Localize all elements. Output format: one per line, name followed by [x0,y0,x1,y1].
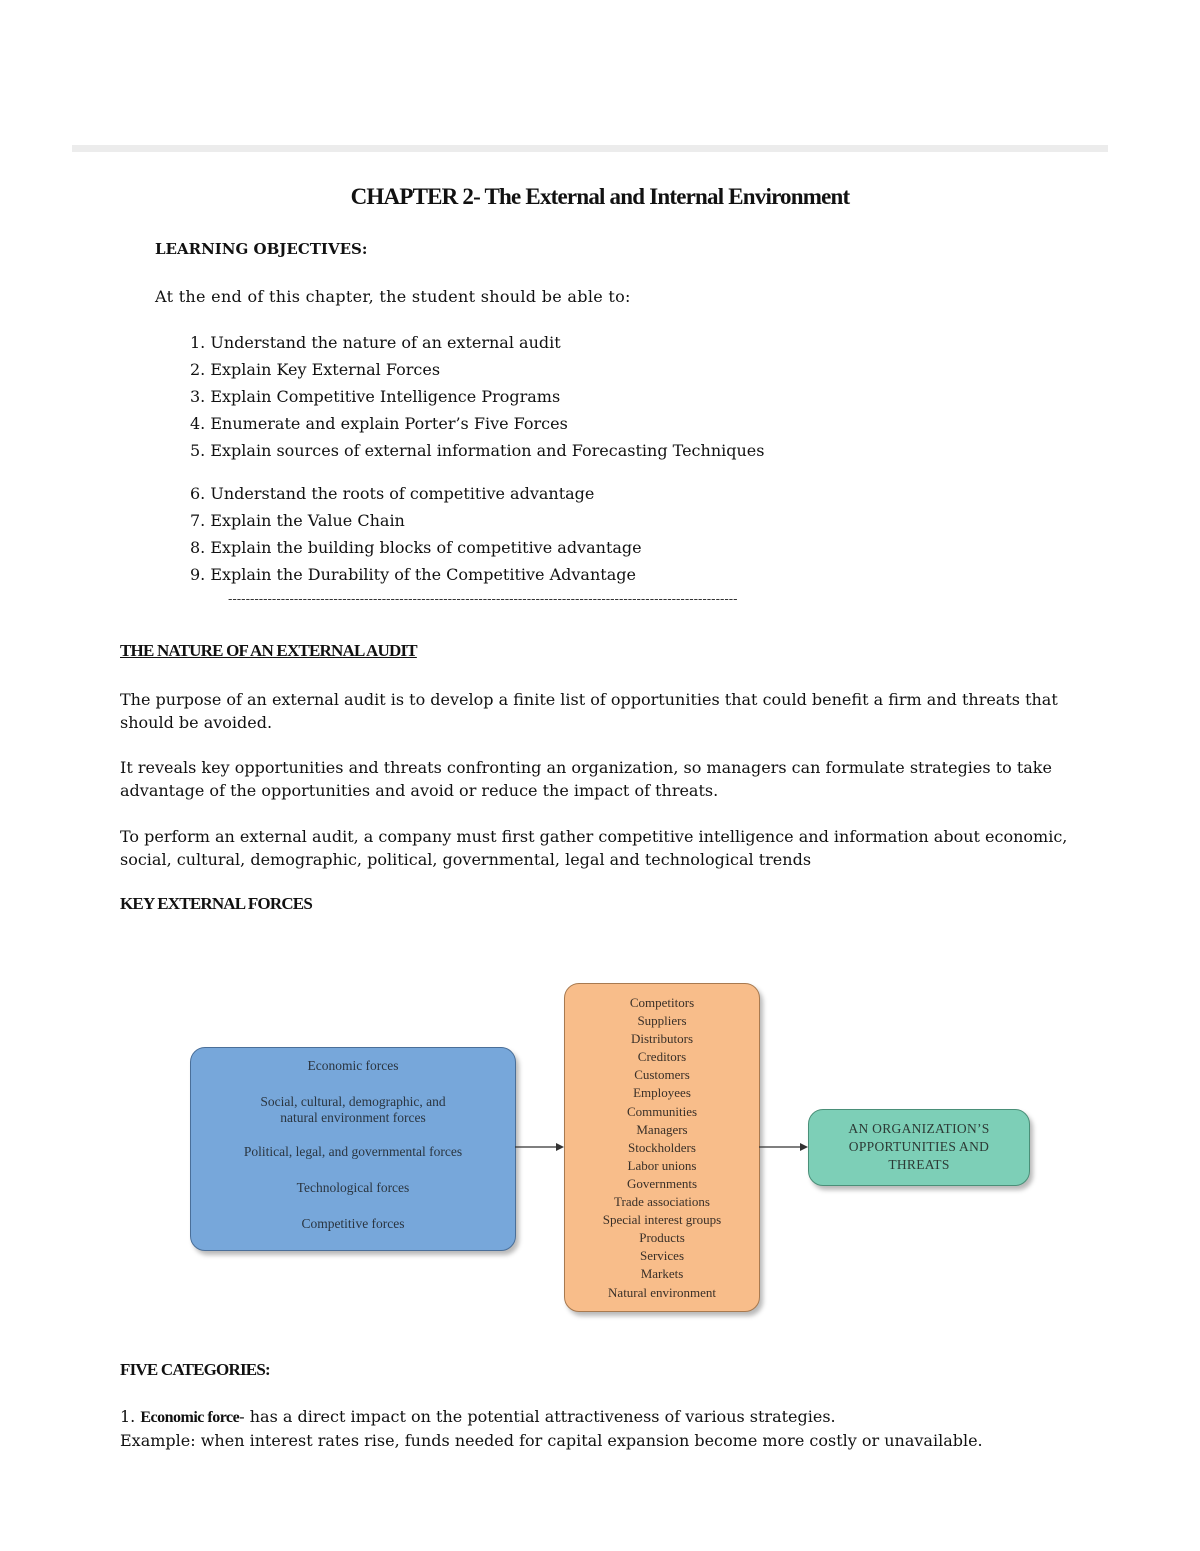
stakeholder-item: Stockholders [628,1139,696,1155]
objective-item: 7. Explain the Value Chain [190,511,405,530]
stakeholder-item: Communities [626,1103,698,1119]
arrow-right-icon [514,1140,566,1154]
objective-item: 5. Explain sources of external information and Forecasting Techniques [190,441,765,460]
stakeholder-item: Trade associations [614,1194,710,1210]
dashed-separator: -------------------------------------------------------------------------------------------------------------------- [228,592,738,607]
force-item: Technological forces [296,1180,410,1195]
nature-paragraph-2: It reveals key opportunities and threats confronting an organization, so managers can formulate strategies to take advantage of the opportunities and avoid or reduce the impact of threats. [120,758,1052,800]
economic-force-item [120,1405,1095,1452]
stakeholder-item: Natural environment [608,1284,716,1300]
objective-item: 2. Explain Key External Forces [190,360,441,379]
stakeholder-item: Markets [640,1266,684,1282]
objective-item: 4. Enumerate and explain Porter’s Five Forces [190,414,568,433]
key-forces-heading: KEY EXTERNAL FORCES [120,894,312,913]
five-categories-heading: FIVE CATEGORIES: [120,1360,270,1379]
outcome-label: AN ORGANIZATION’S OPPORTUNITIES AND THREATS [848,1121,990,1172]
force-item: Social, cultural, demographic, and natural environment forces [260,1094,446,1125]
objective-item: 3. Explain Competitive Intelligence Programs [190,387,561,406]
external-forces-diagram [180,975,1040,1320]
opportunities-threats-box [808,1109,1030,1186]
stakeholder-item: Products [639,1230,685,1246]
stakeholder-item: Governments [626,1175,698,1191]
chapter-title: CHAPTER 2- The External and Internal Environment [350,184,850,209]
force-item: Economic forces [307,1058,399,1073]
stakeholders-box [564,983,760,1312]
nature-paragraph-1: The purpose of an external audit is to develop a finite list of opportunities that could benefit a firm and threats that should be avoided. [120,690,1058,732]
stakeholder-item: Managers [636,1121,688,1137]
item-example: Example: when interest rates rise, funds needed for capital expansion become more costly or unavailable. [120,1431,983,1450]
objective-item: 9. Explain the Durability of the Competitive Advantage [190,565,636,584]
objectives-list-part-2 [190,480,642,588]
stakeholder-item: Suppliers [637,1013,687,1029]
nature-paragraph-3: To perform an external audit, a company must first gather competitive intelligence and information about economic, social, cultural, demographic, political, governmental, legal and technological trends [120,827,1068,869]
objectives-list-part-1 [190,329,764,464]
objective-item: 1. Understand the nature of an external audit [190,333,561,352]
item-term: Economic force [140,1409,240,1426]
stakeholder-item: Labor unions [627,1157,697,1173]
objective-item: 8. Explain the building blocks of competitive advantage [190,538,642,557]
stakeholder-item: Creditors [637,1049,687,1065]
item-number: 1. [120,1407,136,1426]
external-forces-box [190,1047,516,1251]
objective-item: 6. Understand the roots of competitive advantage [190,484,595,503]
arrow-right-icon [758,1140,810,1154]
learning-objectives-heading: LEARNING OBJECTIVES: [155,240,368,258]
objectives-intro: At the end of this chapter, the student should be able to: [155,287,631,306]
external-forces-list [191,1058,515,1252]
force-item: Competitive forces [301,1216,405,1231]
stakeholder-item: Employees [633,1085,691,1101]
item-definition: - has a direct impact on the potential attractiveness of various strategies. [239,1407,836,1426]
stakeholder-item: Customers [634,1067,690,1083]
force-item: Political, legal, and governmental forces [243,1144,463,1159]
stakeholder-item: Competitors [629,995,695,1010]
nature-section-heading: THE NATURE OF AN EXTERNAL AUDIT [120,641,417,660]
stakeholders-list [565,994,759,1302]
stakeholder-item: Services [639,1248,685,1264]
stakeholder-item: Special interest groups [602,1212,722,1228]
page-top-rule [72,145,1108,152]
stakeholder-item: Distributors [630,1031,694,1047]
